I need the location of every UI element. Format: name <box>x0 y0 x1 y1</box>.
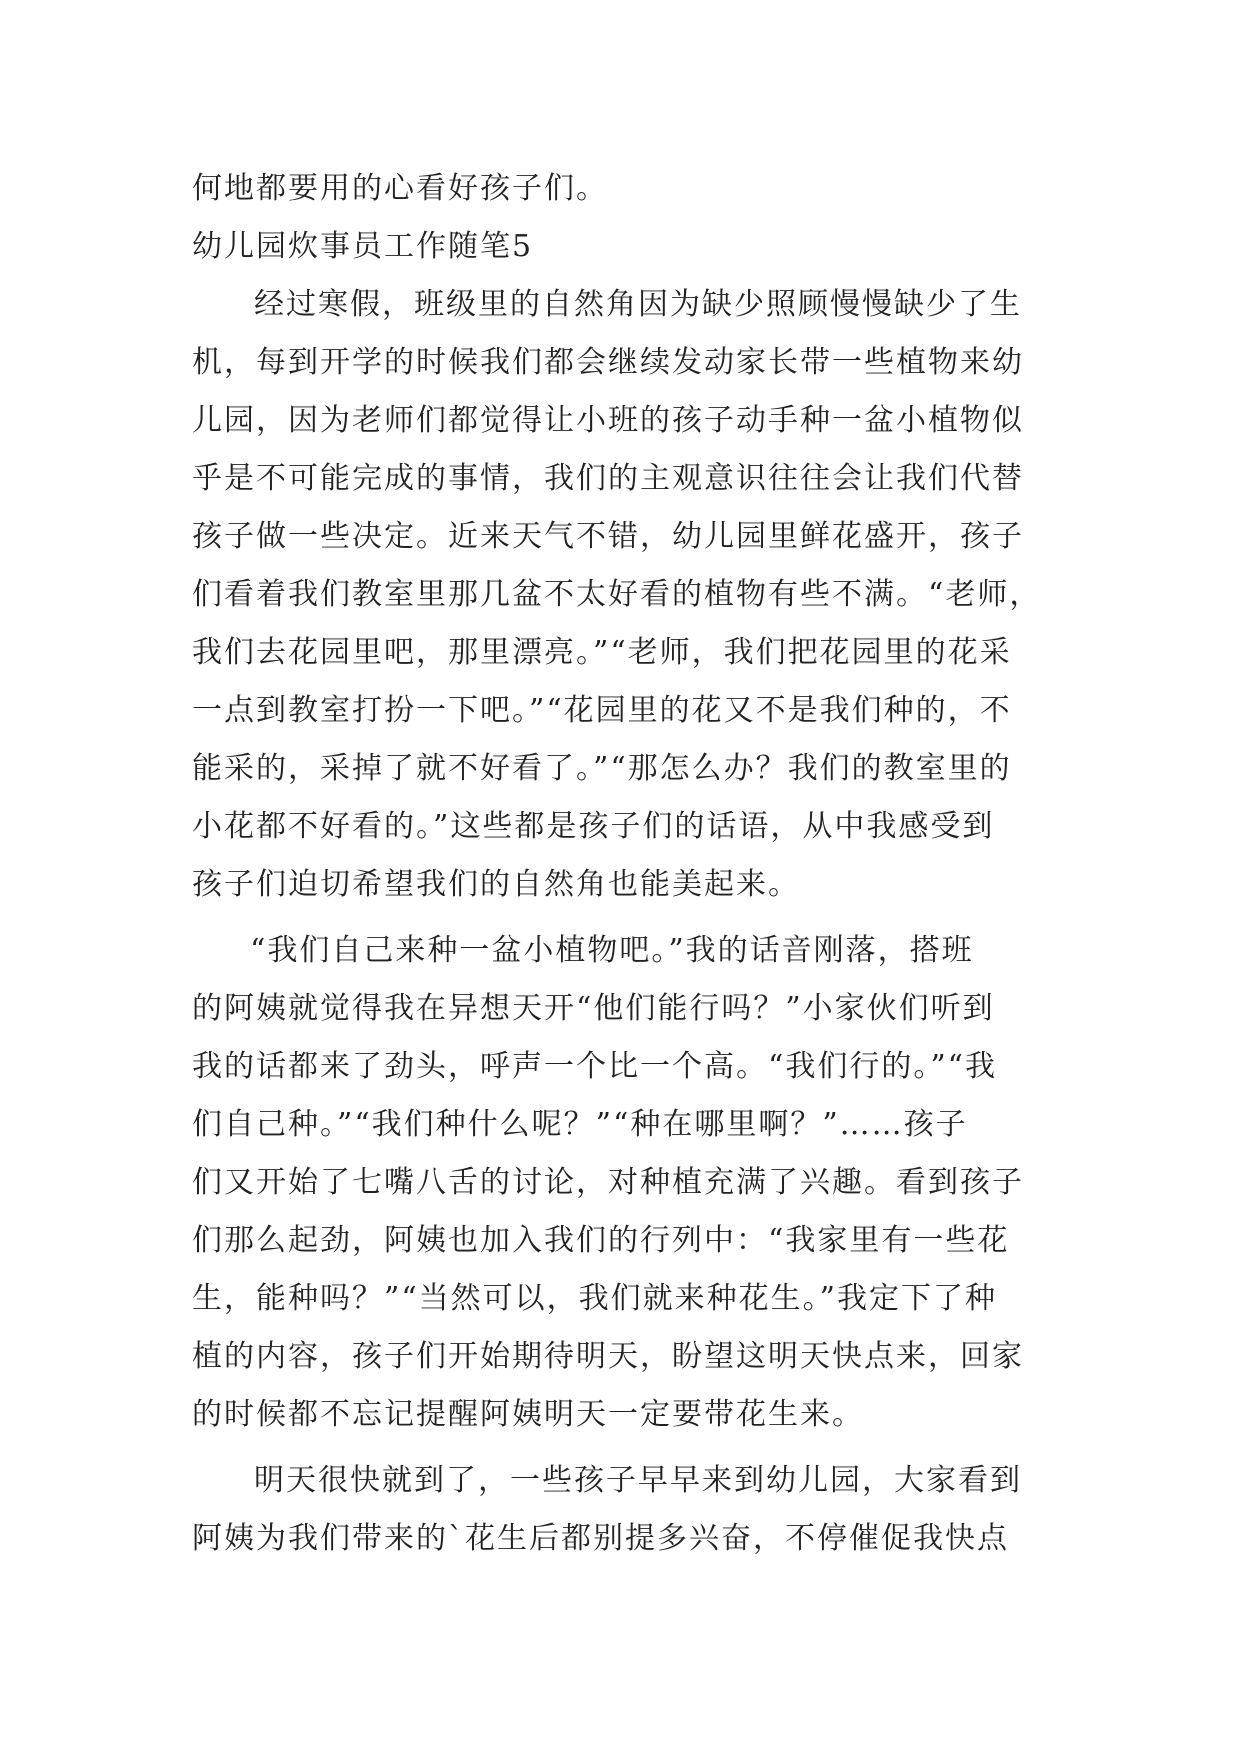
paragraph-line: “我们自己来种一盆小植物吧。”我的话音刚落，搭班 <box>250 933 974 968</box>
paragraph-line: 的阿姨就觉得我在异想天开“他们能行吗？”小家伙们听到 <box>192 991 995 1026</box>
document-body <box>192 160 1058 1568</box>
paragraph-1 <box>192 276 1058 914</box>
paragraph-line: 们那么起劲，阿姨也加入我们的行列中：“我家里有一些花 <box>192 1223 1010 1258</box>
section-title: 幼儿园炊事员工作随笔5 <box>192 229 534 264</box>
paragraph-3 <box>192 1452 1058 1568</box>
paragraph-line: 经过寒假，班级里的自然角因为缺少照顾慢慢缺少了生 <box>254 287 1022 322</box>
paragraph-line: 们自己种。”“我们种什么呢？”“种在哪里啊？”……孩子 <box>192 1107 968 1142</box>
paragraph-line: 们看着我们教室里那几盆不太好看的植物有些不满。“老师， <box>192 577 1042 612</box>
paragraph-line: 孩子们迫切希望我们的自然角也能美起来。 <box>192 867 800 902</box>
paragraph-line: 小花都不好看的。”这些都是孩子们的话语，从中我感受到 <box>192 809 995 844</box>
paragraph-2 <box>192 922 1058 1444</box>
paragraph-line: 明天很快就到了，一些孩子早早来到幼儿园，大家看到 <box>254 1463 1022 1498</box>
paragraph-line: 植的内容，孩子们开始期待明天，盼望这明天快点来，回家 <box>192 1339 1024 1374</box>
paragraph-line: 阿姨为我们带来的`花生后都别提多兴奋，不停催促我快点 <box>192 1521 1009 1556</box>
paragraph-line: 孩子做一些决定。近来天气不错，幼儿园里鲜花盛开，孩子 <box>192 519 1024 554</box>
paragraph-line: 乎是不可能完成的事情，我们的主观意识往往会让我们代替 <box>192 461 1024 496</box>
paragraph-line: 机，每到开学的时候我们都会继续发动家长带一些植物来幼 <box>192 345 1024 380</box>
paragraph-line: 能采的，采掉了就不好看了。”“那怎么办？我们的教室里的 <box>192 751 1012 786</box>
paragraph-line: 生，能种吗？”“当然可以，我们就来种花生。”我定下了种 <box>192 1281 998 1316</box>
paragraph-line: 我的话都来了劲头，呼声一个比一个高。“我们行的。”“我 <box>192 1049 998 1084</box>
paragraph-line: 的时候都不忘记提醒阿姨明天一定要带花生来。 <box>192 1397 864 1432</box>
paragraph-line: 儿园，因为老师们都觉得让小班的孩子动手种一盆小植物似 <box>192 403 1024 438</box>
paragraph-line: 们又开始了七嘴八舌的讨论，对种植充满了兴趣。看到孩子 <box>192 1165 1024 1200</box>
previous-paragraph-tail: 何地都要用的心看好孩子们。 <box>192 171 608 206</box>
paragraph-line: 一点到教室打扮一下吧。”“花园里的花又不是我们种的，不 <box>192 693 1012 728</box>
paragraph-line: 我们去花园里吧，那里漂亮。”“老师，我们把花园里的花采 <box>192 635 1012 670</box>
